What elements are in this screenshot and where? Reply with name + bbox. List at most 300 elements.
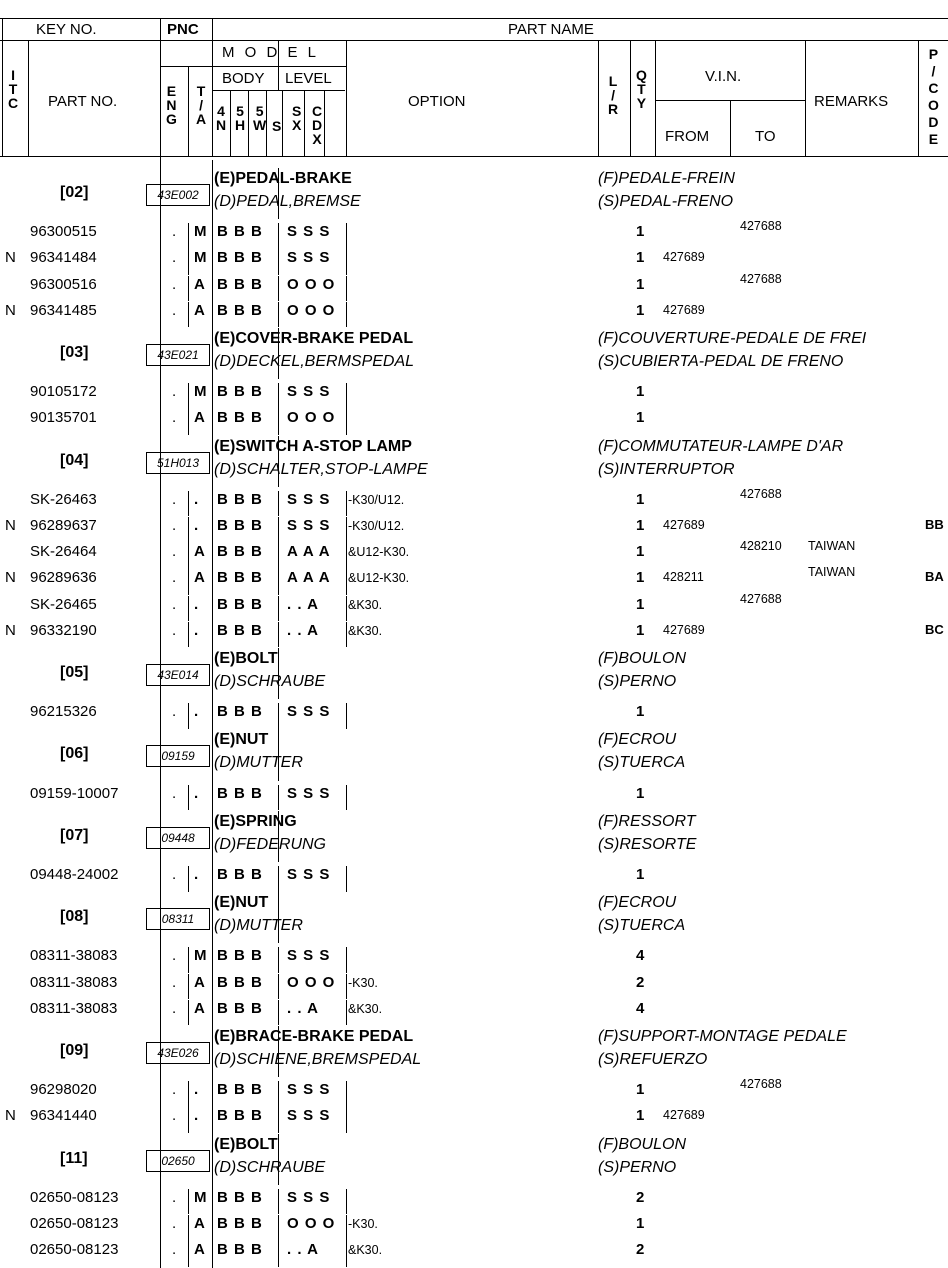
header-divider — [278, 40, 279, 90]
pnc-code: 09448 — [146, 827, 210, 849]
column-line — [188, 1241, 189, 1267]
quantity: 1 — [636, 543, 645, 561]
vin-to: 427688 — [740, 486, 782, 501]
header-divider — [248, 90, 249, 156]
level-values: . . A — [287, 1241, 319, 1259]
ta-value: A — [194, 409, 205, 427]
part-number: 09448-24002 — [30, 866, 119, 883]
column-line — [188, 596, 189, 622]
column-line — [278, 223, 279, 249]
column-line — [346, 569, 347, 595]
part-name-english: (E)NUT — [214, 731, 269, 749]
part-name-german: (D)SCHRAUBE — [214, 673, 326, 690]
column-line — [346, 491, 347, 517]
part-name-spanish: (S)PEDAL-FRENO — [598, 193, 734, 210]
pcode: BA — [925, 569, 944, 585]
eng-value: . — [172, 999, 177, 1017]
quantity: 1 — [636, 1081, 645, 1099]
header-letter: D — [928, 114, 939, 130]
part-name-german: (D)DECKEL,BERMSPEDAL — [214, 353, 415, 370]
table-row[interactable] — [0, 703, 948, 729]
header-letter: G — [166, 111, 177, 127]
ta-value: A — [194, 1215, 205, 1232]
body-values: B B B — [217, 543, 263, 561]
table-row[interactable] — [0, 1000, 948, 1026]
header-divider — [655, 40, 656, 156]
body-values: B B B — [217, 973, 263, 991]
table-row[interactable] — [0, 302, 948, 328]
table-row[interactable] — [0, 1107, 948, 1133]
column-line — [188, 383, 189, 409]
eng-value: . — [172, 517, 177, 534]
quantity: 1 — [636, 490, 645, 508]
part-number: 96300515 — [30, 223, 97, 241]
table-row[interactable] — [0, 1189, 948, 1215]
body-values: B B B — [217, 569, 263, 587]
header-letter: N — [166, 97, 177, 113]
pnc-code: 43E026 — [146, 1042, 210, 1064]
ta-value: A — [194, 569, 205, 587]
column-line — [278, 622, 279, 648]
header-letter: L — [608, 73, 618, 89]
column-line — [346, 596, 347, 622]
level-values: S S S — [287, 517, 331, 534]
body-values: B B B — [217, 999, 263, 1017]
vin-to-header: TO — [755, 128, 776, 145]
option-code: &K30. — [348, 623, 383, 638]
part-name-german: (D)MUTTER — [214, 917, 303, 935]
part-name-spanish: (S)REFUERZO — [598, 1051, 708, 1068]
vin-from-header: FROM — [665, 128, 710, 145]
table-row[interactable] — [0, 219, 948, 249]
level-values: S S S — [287, 223, 331, 241]
pcode: BB — [925, 517, 944, 532]
part-name-spanish: (S)TUERCA — [598, 754, 686, 772]
column-line — [346, 1000, 347, 1026]
option-code: &K30. — [348, 1243, 383, 1258]
quantity: 2 — [636, 1241, 645, 1259]
ta-value: M — [194, 249, 207, 267]
column-line — [346, 276, 347, 302]
level-values: A A A — [287, 543, 331, 561]
body-level-subheader — [253, 104, 267, 135]
header-divider — [346, 40, 347, 156]
header-letter: Q — [636, 67, 647, 83]
body-values: B B B — [217, 249, 263, 267]
part-name-spanish: (S)INTERRUPTOR — [598, 460, 735, 478]
column-line — [188, 223, 189, 249]
body-values: B B B — [217, 621, 263, 639]
column-line — [278, 974, 279, 1000]
body-values: B B B — [217, 275, 263, 293]
table-row[interactable] — [0, 785, 948, 811]
header-letter: 5 — [236, 103, 244, 119]
header-letter: I — [11, 67, 15, 83]
eng-value: . — [172, 223, 177, 241]
column-line — [346, 223, 347, 249]
part-name-french: (F)ECROU — [598, 894, 677, 912]
eng-value: . — [172, 275, 177, 293]
table-row[interactable] — [0, 591, 948, 622]
header-letter: 4 — [217, 103, 225, 119]
level-header: LEVEL — [285, 70, 332, 87]
quantity: 1 — [636, 517, 645, 534]
part-number: SK-26463 — [30, 490, 97, 508]
level-values: S S S — [287, 1081, 331, 1099]
ta-value: A — [194, 999, 205, 1017]
column-line — [188, 517, 189, 543]
vin-from: 427689 — [663, 302, 705, 317]
column-line — [346, 517, 347, 543]
header-letter: C — [312, 103, 323, 119]
table-row[interactable] — [0, 974, 948, 1000]
level-values: S S S — [287, 1188, 331, 1206]
header-letter: E — [166, 83, 177, 99]
ta-header — [196, 84, 208, 129]
table-row[interactable] — [0, 622, 948, 648]
part-name-english: (E)BOLT — [214, 1135, 278, 1153]
part-name-german: (D)SCHRAUBE — [214, 1158, 326, 1176]
column-line — [346, 1081, 347, 1107]
part-number: 08311-38083 — [30, 973, 118, 991]
column-line — [278, 811, 279, 862]
quantity: 1 — [636, 595, 645, 613]
part-number: 96300516 — [30, 275, 97, 293]
vin-from: 427689 — [663, 622, 705, 637]
level-values: S S S — [287, 1107, 331, 1125]
header-letter: P — [928, 46, 939, 62]
ta-value: . — [194, 784, 199, 802]
quantity: 1 — [636, 383, 645, 401]
column-line — [346, 947, 347, 973]
remarks: TAIWAN — [808, 539, 856, 554]
table-row[interactable] — [0, 383, 948, 409]
column-line — [188, 1000, 189, 1026]
header-letter: W — [253, 117, 267, 133]
column-line — [278, 729, 279, 780]
key-no-header: KEY NO. — [36, 21, 97, 38]
part-number: 08311-38083 — [30, 947, 118, 965]
table-row[interactable] — [0, 866, 948, 892]
ta-value: M — [194, 383, 207, 401]
header-divider — [230, 90, 231, 156]
eng-value: . — [172, 973, 177, 991]
pnc-code: 43E014 — [146, 664, 210, 686]
pnc-header: PNC — [167, 21, 199, 38]
column-line — [188, 1107, 189, 1133]
part-name-english: (E)PEDAL-BRAKE — [214, 170, 352, 187]
column-line — [346, 409, 347, 435]
quantity: 4 — [636, 947, 645, 965]
quantity: 2 — [636, 1188, 645, 1206]
part-number: 90135701 — [30, 409, 97, 427]
ta-value: . — [194, 517, 199, 534]
itc-code: N — [5, 621, 16, 639]
column-line — [278, 491, 279, 517]
column-line — [278, 1107, 279, 1133]
header-letter: X — [312, 131, 322, 147]
column-line — [188, 409, 189, 435]
level-values: A A A — [287, 569, 331, 587]
part-name-english: (E)SWITCH A-STOP LAMP — [214, 437, 412, 455]
table-row[interactable] — [0, 1215, 948, 1241]
part-name-german: (D)SCHALTER,STOP-LAMPE — [214, 460, 428, 478]
itc-header — [8, 68, 22, 113]
quantity: 1 — [636, 703, 645, 721]
option-code: &K30. — [348, 597, 383, 612]
key-no: [03] — [60, 344, 89, 361]
column-line — [346, 1215, 347, 1241]
pcode-header — [928, 46, 944, 149]
table-row[interactable] — [0, 249, 948, 275]
pnc-code: 02650 — [146, 1150, 210, 1172]
pnc-code: 43E021 — [146, 344, 210, 366]
table-row[interactable] — [0, 1077, 948, 1107]
part-name-french: (F)BOULON — [598, 650, 686, 667]
ta-value: . — [194, 703, 199, 721]
header-line — [0, 18, 948, 19]
eng-value: . — [172, 1215, 177, 1232]
header-letter: D — [312, 117, 323, 133]
level-values: O O O — [287, 1215, 336, 1232]
ta-value: . — [194, 595, 199, 613]
vin-from: 427689 — [663, 250, 705, 265]
ta-value: A — [194, 301, 205, 319]
header-letter: N — [216, 117, 227, 133]
part-number: 09159-10007 — [30, 784, 119, 802]
column-line — [278, 328, 279, 379]
column-line — [278, 383, 279, 409]
level-values: S S S — [287, 383, 331, 401]
body-level-subheader — [235, 104, 249, 135]
column-line — [278, 892, 279, 943]
body-values: B B B — [217, 595, 263, 613]
quantity: 1 — [636, 275, 645, 293]
column-line — [346, 302, 347, 328]
column-line — [278, 543, 279, 569]
header-divider — [630, 40, 631, 156]
header-divider — [324, 90, 325, 156]
header-letter: T — [8, 81, 18, 97]
column-line — [346, 785, 347, 811]
body-values: B B B — [217, 301, 263, 319]
body-values: B B B — [217, 1081, 263, 1099]
quantity: 1 — [636, 223, 645, 241]
column-line — [278, 648, 279, 699]
quantity: 1 — [636, 866, 645, 883]
eng-value: . — [172, 595, 177, 613]
column-line — [346, 383, 347, 409]
table-row[interactable] — [0, 486, 948, 517]
part-number: 90105172 — [30, 383, 97, 401]
quantity: 4 — [636, 999, 645, 1017]
column-line — [188, 491, 189, 517]
table-row[interactable] — [0, 1241, 948, 1267]
body-values: B B B — [217, 703, 263, 721]
column-line — [346, 703, 347, 729]
itc-code: N — [5, 249, 16, 267]
part-group-header — [0, 1026, 948, 1077]
ta-value: A — [194, 543, 205, 561]
eng-value: . — [172, 866, 177, 883]
part-name-english: (E)SPRING — [214, 812, 297, 830]
body-values: B B B — [217, 947, 263, 965]
header-letter: T — [637, 81, 646, 97]
pnc-code: 51H013 — [146, 452, 210, 474]
part-name-german: (D)SCHIENE,BREMSPEDAL — [214, 1051, 422, 1068]
part-name-french: (F)RESSORT — [598, 812, 696, 830]
header-letter: C — [928, 80, 939, 96]
part-name-spanish: (S)PERNO — [598, 673, 677, 690]
key-no: [06] — [60, 745, 89, 763]
header-letter: O — [928, 97, 939, 113]
body-values: B B B — [217, 383, 263, 401]
header-letter: S — [272, 118, 282, 134]
eng-value: . — [172, 569, 177, 587]
remarks: TAIWAN — [808, 565, 856, 580]
column-line — [278, 249, 279, 275]
body-values: B B B — [217, 1188, 263, 1206]
ta-value: . — [194, 1107, 199, 1125]
header-divider — [730, 100, 731, 156]
key-no: [05] — [60, 664, 89, 681]
itc-code: N — [5, 569, 16, 587]
body-values: B B B — [217, 784, 263, 802]
itc-code: N — [5, 301, 16, 319]
part-number: 08311-38083 — [30, 999, 118, 1017]
part-name-english: (E)COVER-BRAKE PEDAL — [214, 330, 414, 347]
option-code: -K30. — [348, 1217, 378, 1231]
pnc-code: 43E002 — [146, 184, 210, 206]
level-values: S S S — [287, 490, 331, 508]
eng-value: . — [172, 1107, 177, 1125]
header-letter: X — [292, 117, 302, 133]
header-divider — [598, 40, 599, 156]
header-divider — [28, 40, 29, 156]
table-row[interactable] — [0, 409, 948, 435]
column-line — [278, 785, 279, 811]
ta-value: A — [194, 1241, 205, 1259]
body-values: B B B — [217, 866, 263, 883]
column-line — [278, 866, 279, 892]
header-letter: R — [608, 101, 619, 117]
part-name-spanish: (S)RESORTE — [598, 835, 697, 853]
column-line — [346, 249, 347, 275]
table-row[interactable] — [0, 517, 948, 543]
header-letter: / — [611, 87, 615, 103]
column-line — [278, 1134, 279, 1185]
column-line — [346, 866, 347, 892]
part-name-english: (E)BRACE-BRAKE PEDAL — [214, 1028, 414, 1045]
header-line — [0, 156, 948, 157]
pnc-code: 09159 — [146, 745, 210, 767]
quantity: 1 — [636, 301, 645, 319]
vin-header: V.I.N. — [705, 68, 742, 85]
level-values: . . A — [287, 595, 319, 613]
part-number: 96341440 — [30, 1107, 97, 1125]
vin-from: 427689 — [663, 518, 705, 532]
key-no: [09] — [60, 1042, 89, 1059]
header-divider — [2, 18, 3, 156]
table-row[interactable] — [0, 539, 948, 569]
eng-header — [166, 84, 178, 129]
header-divider — [188, 66, 189, 156]
option-code: -K30/U12. — [348, 519, 405, 533]
quantity: 1 — [636, 249, 645, 267]
lr-header — [608, 74, 622, 119]
quantity: 1 — [636, 1215, 645, 1232]
level-values: S S S — [287, 784, 331, 802]
body-values: B B B — [217, 409, 263, 427]
column-line — [278, 1026, 279, 1077]
eng-value: . — [172, 1188, 177, 1206]
level-values: O O O — [287, 409, 336, 427]
part-group-header — [0, 436, 948, 487]
part-number: 96332190 — [30, 621, 97, 639]
body-values: B B B — [217, 1215, 263, 1232]
vin-to: 427688 — [740, 219, 782, 234]
level-values: S S S — [287, 947, 331, 965]
level-values: S S S — [287, 249, 331, 267]
part-name-german: (D)PEDAL,BREMSE — [214, 193, 361, 210]
column-line — [278, 168, 279, 219]
table-row[interactable] — [0, 565, 948, 595]
header-divider — [160, 18, 161, 156]
quantity: 1 — [636, 621, 645, 639]
column-line — [278, 276, 279, 302]
level-values: O O O — [287, 275, 336, 293]
level-values: . . A — [287, 621, 319, 639]
column-line — [188, 302, 189, 328]
ta-value: A — [194, 973, 205, 991]
quantity: 1 — [636, 409, 645, 427]
itc-letters — [8, 68, 18, 110]
header-letter: H — [235, 117, 246, 133]
header-divider — [918, 40, 919, 156]
body-level-subheader — [272, 118, 286, 136]
column-line — [346, 622, 347, 648]
option-code: &U12-K30. — [348, 571, 410, 586]
option-code: -K30. — [348, 975, 378, 990]
qty-header — [636, 68, 650, 113]
vin-to: 427688 — [740, 591, 782, 606]
column-line — [278, 1189, 279, 1215]
ta-value: . — [194, 1081, 199, 1099]
column-line — [188, 785, 189, 811]
body-values: B B B — [217, 1107, 263, 1125]
column-line — [188, 947, 189, 973]
header-letter: / — [931, 63, 936, 79]
remarks-header: REMARKS — [814, 93, 889, 110]
column-line — [188, 866, 189, 892]
column-line — [188, 622, 189, 648]
table-row[interactable] — [0, 947, 948, 973]
part-name-french: (F)COMMUTATEUR-LAMPE D'AR — [598, 437, 844, 455]
key-no: [11] — [60, 1149, 88, 1167]
eng-value: . — [172, 1241, 177, 1259]
eng-value: . — [172, 947, 177, 965]
part-name-spanish: (S)PERNO — [598, 1158, 677, 1176]
body-level-subheader — [216, 104, 230, 135]
header-divider — [304, 90, 305, 156]
column-line — [188, 276, 189, 302]
part-group-header — [0, 1134, 948, 1185]
body-values: B B B — [217, 517, 263, 534]
part-name-english: (E)NUT — [214, 894, 269, 912]
header-letter: / — [199, 97, 203, 113]
table-row[interactable] — [0, 271, 948, 302]
itc-code: N — [5, 1107, 16, 1125]
